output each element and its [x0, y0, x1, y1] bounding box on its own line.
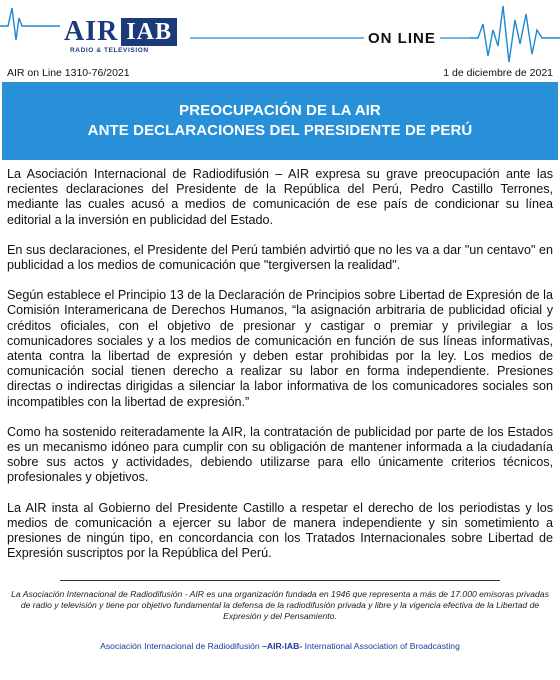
logo-subtitle: RADIO & TELEVISION [70, 47, 149, 54]
paragraph: La Asociación Internacional de Radiodifusión – AIR expresa su grave preocupación ante las recientes declaraciones del Presidente de la República del Perú, Pedro Castillo Terrones, mediante las cuales acusó a medios de comunicación de ese país de condicionar su línea editorial a la inversión en publicidad del Estado. [7, 167, 553, 227]
document-date: 1 de diciembre de 2021 [443, 67, 553, 79]
logo-iab-text: IAB [121, 18, 177, 46]
paragraph: Según establece el Principio 13 de la Declaración de Principios sobre Libertad de Expresión de la Comisión Interamericana de Derechos Humanos, “la asignación arbitraria de publicidad oficial y créditos oficiales, con el objetivo de presionar y castigar o premiar y privilegiar a los comunicadores sociales y a los medios de comunicación en función de sus líneas informativas, atenta contra la libertad de expresión y deben estar prohibidas por la ley. Los medios de comunicación social tienen derecho a realizar su labor en forma independiente. Presiones directas o indirectas dirigidas a silenciar la labor informativa de los comunicadores sociales son incompatibles con la libertad de expresión.” [7, 288, 553, 409]
document-reference: AIR on Line 1310-76/2021 [7, 67, 130, 79]
title-line-1: PREOCUPACIÓN DE LA AIR [179, 102, 381, 119]
footnote: La Asociación Internacional de Radiodifusión - AIR es una organización fundada en 1946 que representa a más de 17.000 emisoras privadas de radio y televisión y tiene por objetivo fundamental la defensa de la radiodifusión privada y libre y la vigencia efectiva de la Libertad de Expresión y del Pensamiento. [11, 589, 549, 621]
paragraph: Como ha sostenido reiteradamente la AIR, la contratación de publicidad por parte de los Estados es un mecanismo idóneo para cumplir con su obligación de mantener informada a la ciudadanía sobre sus actos y actividades, debiendo utilizarse para ello únicamente criterios técnicos, profesionales y objetivos. [7, 424, 553, 485]
title-banner [2, 82, 558, 160]
footer-suffix: International Association of Broadcasting [302, 641, 460, 651]
paragraph: En sus declaraciones, el Presidente del Perú también advirtió que no les va a dar "un centavo" en publicidad a los medios de comunicación que "tergiversen la realidad". [7, 242, 553, 273]
footer-bold: –AIR-IAB- [262, 641, 303, 651]
paragraph: La AIR insta al Gobierno del Presidente Castillo a respetar el derecho de los periodistas y los medios de comunicación a ejercer su labor de manera independiente y sin sometimiento a presiones de ningún tipo, en concordancia con los Tratados Internacionales sobre Libertad de Expresión suscriptos por la República del Perú. [7, 500, 553, 561]
document-meta [7, 67, 553, 79]
right-wave-line [470, 6, 560, 62]
logo-air-text: AIR [64, 16, 119, 47]
letterhead [0, 0, 560, 66]
left-wave-line [0, 8, 60, 40]
footer [0, 641, 560, 651]
air-iab-logo [64, 18, 186, 54]
statement-body [7, 167, 553, 576]
footnote-divider [60, 580, 500, 581]
title-line-2: ANTE DECLARACIONES DEL PRESIDENTE DE PERÚ [87, 122, 473, 139]
footer-prefix: Asociación Internacional de Radiodifusión [100, 641, 263, 651]
online-label: ON LINE [364, 30, 440, 47]
